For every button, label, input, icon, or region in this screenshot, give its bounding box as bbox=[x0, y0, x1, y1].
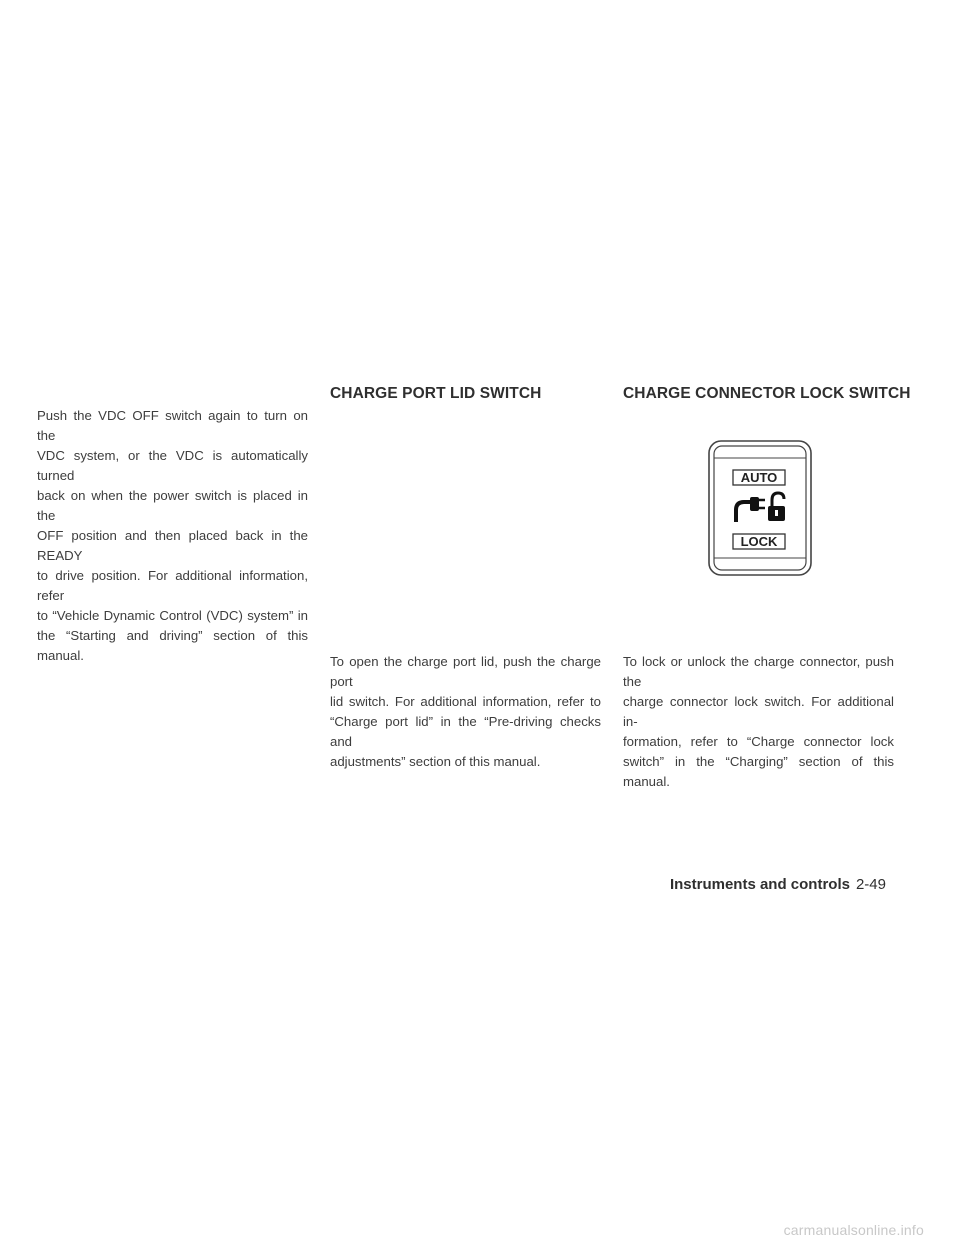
charge-port-heading: CHARGE PORT LID SWITCH bbox=[330, 385, 542, 402]
text-line: switch” in the “Charging” section of this manual. bbox=[623, 754, 894, 789]
switch-drawing bbox=[708, 440, 812, 576]
text-line: charge connector lock switch. For additional in- bbox=[623, 694, 894, 729]
text-line: VDC system, or the VDC is automatically turned bbox=[37, 448, 308, 483]
text-line: To open the charge port lid, push the charge port bbox=[330, 654, 601, 689]
charge-connector-lock-switch-illustration bbox=[708, 440, 812, 576]
page-footer bbox=[670, 876, 886, 893]
charge-connector-paragraph bbox=[623, 652, 894, 792]
text-line: to drive position. For additional information, refer bbox=[37, 568, 308, 603]
auto-label: AUTO bbox=[740, 470, 778, 485]
text-line: the “Starting and driving” section of this manual. bbox=[37, 628, 308, 663]
charge-port-paragraph bbox=[330, 652, 601, 772]
text-line: “Charge port lid” in the “Pre-driving checks and bbox=[330, 714, 601, 749]
text-line: formation, refer to “Charge connector lock bbox=[623, 734, 894, 749]
text-line: back on when the power switch is placed in the bbox=[37, 488, 308, 523]
text-line: adjustments” section of this manual. bbox=[330, 754, 541, 769]
lock-label: LOCK bbox=[740, 534, 778, 549]
watermark: carmanualsonline.info bbox=[783, 1222, 924, 1238]
text-line: OFF position and then placed back in the READY bbox=[37, 528, 308, 563]
text-line: Push the VDC OFF switch again to turn on the bbox=[37, 408, 308, 443]
text-line: to “Vehicle Dynamic Control (VDC) system” in bbox=[37, 608, 308, 623]
text-line: lid switch. For additional information, refer to bbox=[330, 694, 601, 709]
page-number: 2-49 bbox=[855, 876, 886, 893]
charge-connector-heading: CHARGE CONNECTOR LOCK SWITCH bbox=[623, 385, 911, 402]
footer-section-title: Instruments and controls bbox=[669, 876, 850, 893]
text-line: To lock or unlock the charge connector, push the bbox=[623, 654, 894, 689]
vdc-paragraph bbox=[37, 406, 308, 666]
